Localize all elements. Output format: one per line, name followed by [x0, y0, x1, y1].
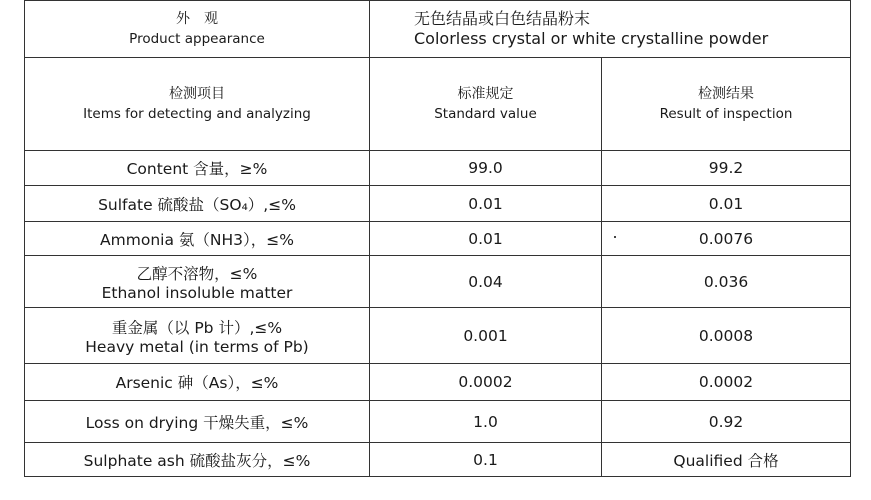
- result-cell: 99.2: [602, 151, 851, 186]
- result-cell: 0.036: [602, 256, 851, 308]
- standard-cell: 0.0002: [370, 364, 602, 401]
- item-cell: Content 含量，≥%: [25, 151, 370, 186]
- standard-cell: 0.001: [370, 308, 602, 364]
- item-en: Heavy metal (in terms of Pb): [85, 337, 309, 356]
- appearance-label-en: Product appearance: [129, 31, 265, 47]
- table-row: [25, 443, 851, 477]
- header-result-cell: [602, 58, 851, 151]
- item-en: Ethanol insoluble matter: [101, 283, 293, 302]
- header-items-cell: [25, 58, 370, 151]
- specification-table-frame: [24, 0, 850, 478]
- result-cell: 0.92: [602, 401, 851, 443]
- appearance-label-cell: [25, 1, 370, 58]
- standard-cell: 0.04: [370, 256, 602, 308]
- header-standard-cell: [370, 58, 602, 151]
- standard-cell: 0.01: [370, 186, 602, 222]
- item-zh: 重金属（以 Pb 计）,≤%: [111, 318, 283, 337]
- specification-table: [24, 0, 851, 477]
- appearance-label-zh: 外 观: [176, 11, 218, 27]
- result-cell: 0.0076: [602, 222, 851, 256]
- table-row: [25, 401, 851, 443]
- item-cell: [25, 308, 370, 364]
- appearance-value-cell: [370, 1, 851, 58]
- header-items-zh: 检测项目: [169, 86, 225, 102]
- appearance-row: [25, 1, 851, 58]
- header-standard-en: Standard value: [434, 106, 537, 122]
- table-row: [25, 308, 851, 364]
- standard-cell: 0.1: [370, 443, 602, 477]
- table-row: [25, 186, 851, 222]
- standard-cell: 1.0: [370, 401, 602, 443]
- result-cell: 0.0008: [602, 308, 851, 364]
- table-row: [25, 222, 851, 256]
- item-cell: Sulfate 硫酸盐（SO₄）,≤%: [25, 186, 370, 222]
- item-cell: [25, 256, 370, 308]
- result-cell: 0.01: [602, 186, 851, 222]
- table-row: [25, 364, 851, 401]
- item-cell: Arsenic 砷（As），≤%: [25, 364, 370, 401]
- item-cell: Loss on drying 干燥失重，≤%: [25, 401, 370, 443]
- header-items-en: Items for detecting and analyzing: [83, 106, 311, 122]
- appearance-value-en: Colorless crystal or white crystalline powder: [414, 29, 769, 48]
- header-row: [25, 58, 851, 151]
- result-cell: Qualified 合格: [602, 443, 851, 477]
- standard-cell: 0.01: [370, 222, 602, 256]
- item-zh: 乙醇不溶物，≤%: [136, 264, 258, 283]
- appearance-value-zh: 无色结晶或白色结晶粉末: [414, 9, 591, 28]
- table-row: [25, 256, 851, 308]
- table-row: [25, 151, 851, 186]
- header-result-en: Result of inspection: [659, 106, 793, 122]
- item-cell: Ammonia 氨（NH3），≤%: [25, 222, 370, 256]
- standard-cell: 99.0: [370, 151, 602, 186]
- header-result-zh: 检测结果: [698, 86, 754, 102]
- result-cell: 0.0002: [602, 364, 851, 401]
- item-cell: Sulphate ash 硫酸盐灰分，≤%: [25, 443, 370, 477]
- stray-dot-mark: [614, 236, 616, 238]
- header-standard-zh: 标准规定: [457, 86, 514, 102]
